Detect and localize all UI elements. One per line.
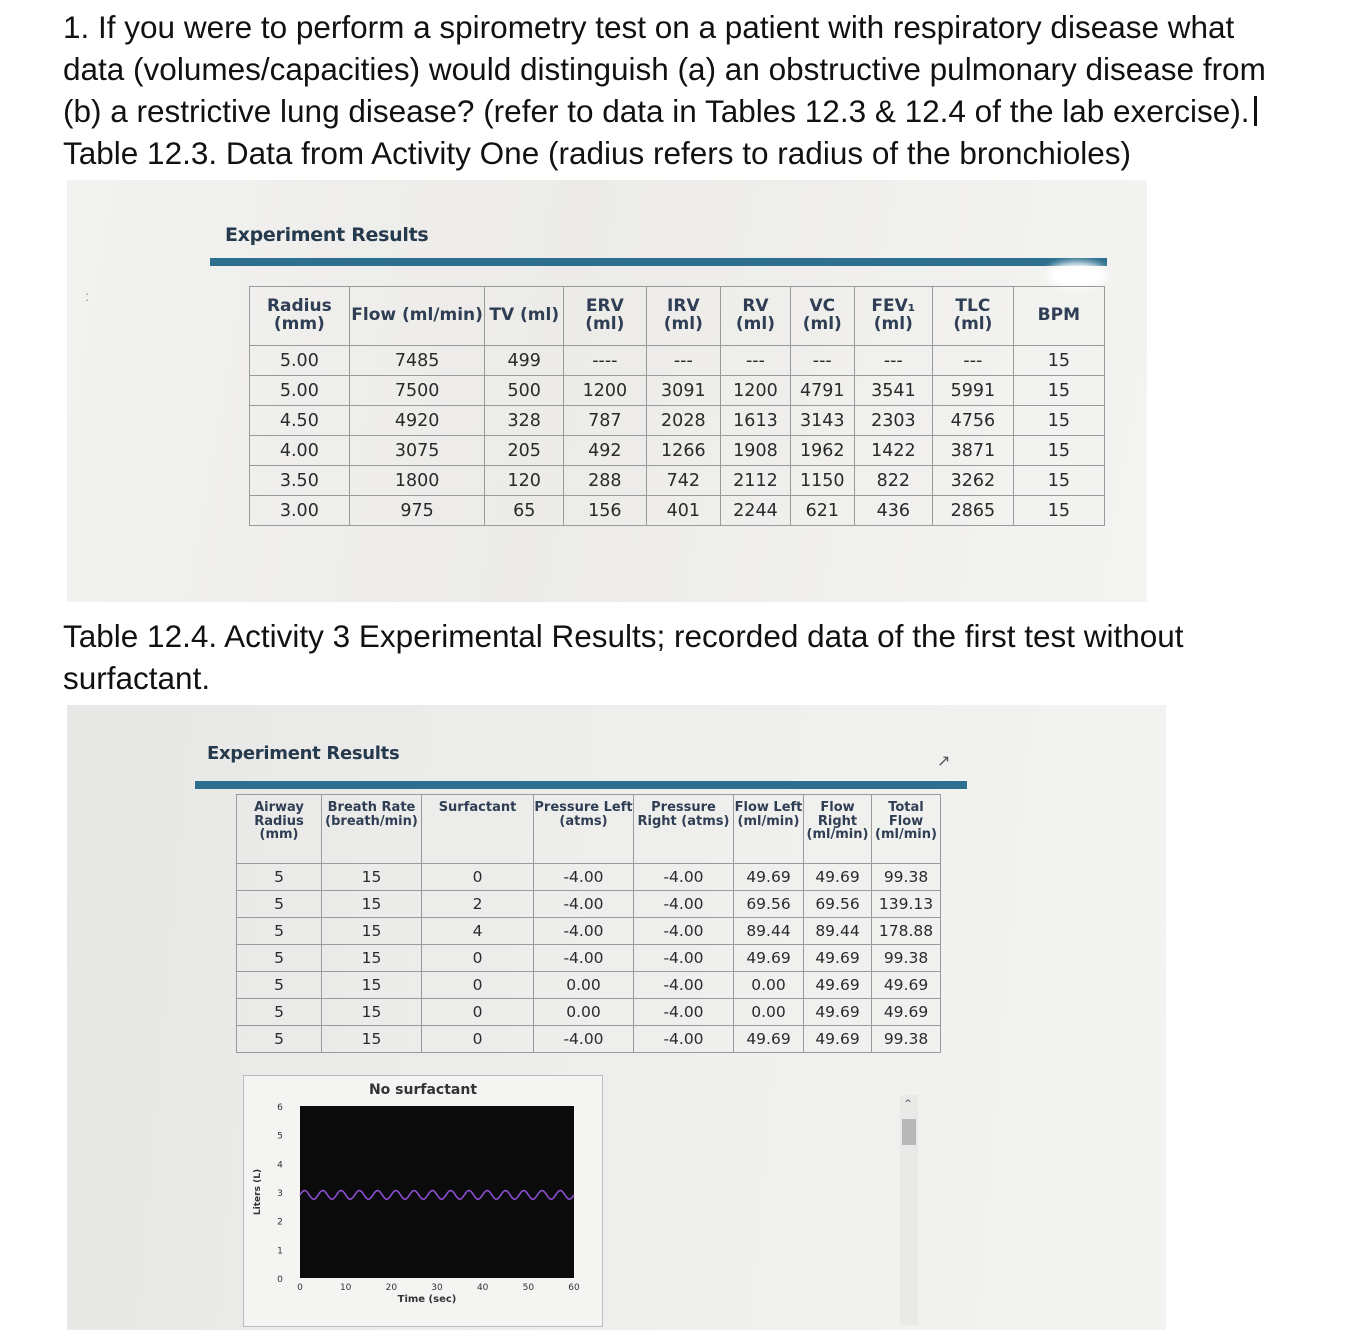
table-cell: 4920 (349, 406, 485, 436)
text-caret (1254, 96, 1257, 126)
column-header: Pressure Left (atms) (534, 795, 634, 864)
table-cell: 3143 (790, 406, 854, 436)
table-row (237, 891, 941, 918)
table-cell: 500 (485, 376, 563, 406)
table-cell: 492 (563, 436, 646, 466)
table-cell: 2 (422, 891, 534, 918)
table-row (237, 918, 941, 945)
x-axis-label: Time (sec) (397, 1294, 457, 1305)
table-cell: 15 (1013, 346, 1104, 376)
table-cell: 15 (1013, 406, 1104, 436)
scroll-up-icon[interactable]: ⌃ (903, 1097, 914, 1111)
table-cell: 4.50 (250, 406, 350, 436)
y-axis-label: Liters (L) (253, 1168, 263, 1216)
table-cell: 69.56 (804, 891, 872, 918)
table-cell: 15 (322, 999, 422, 1026)
table-cell: 0 (422, 864, 534, 891)
table-cell: 15 (322, 945, 422, 972)
table-cell: 15 (322, 864, 422, 891)
column-header: RV (ml) (720, 287, 790, 346)
table-cell: 1200 (563, 376, 646, 406)
table-cell: 5 (237, 918, 322, 945)
table-cell: 1962 (790, 436, 854, 466)
table-cell: 5991 (933, 376, 1014, 406)
table-cell: 0 (422, 945, 534, 972)
column-header: Surfactant (422, 795, 534, 864)
table-cell: 205 (485, 436, 563, 466)
table-cell: ---- (563, 346, 646, 376)
x-tick-label: 10 (339, 1283, 352, 1293)
table-cell: 15 (1013, 466, 1104, 496)
table-cell: 15 (322, 918, 422, 945)
table-cell: 4.00 (250, 436, 350, 466)
column-header: Total Flow (ml/min) (872, 795, 941, 864)
table-cell: 2028 (646, 406, 720, 436)
column-header: Flow Left (ml/min) (734, 795, 804, 864)
table-cell: 5.00 (250, 376, 350, 406)
table-cell: 49.69 (804, 945, 872, 972)
y-tick-label: 6 (277, 1103, 283, 1113)
table-cell: --- (933, 346, 1014, 376)
table-cell: 15 (1013, 436, 1104, 466)
x-tick-label: 20 (385, 1283, 398, 1293)
table-cell: 49.69 (734, 1026, 804, 1053)
y-tick-label: 3 (277, 1189, 283, 1199)
table-cell: 178.88 (872, 918, 941, 945)
spirometry-results-table (249, 286, 1105, 526)
table-row (250, 436, 1105, 466)
table-cell: 15 (322, 972, 422, 999)
scroll-thumb[interactable] (902, 1119, 916, 1145)
table-cell: 120 (485, 466, 563, 496)
column-header: Pressure Right (atms) (634, 795, 734, 864)
volume-chart (243, 1075, 603, 1327)
column-header: VC (ml) (790, 287, 854, 346)
column-header: Flow (ml/min) (349, 287, 485, 346)
table1-photo (67, 180, 1147, 602)
table-cell: 2244 (720, 496, 790, 526)
table-cell: 89.44 (734, 918, 804, 945)
table-cell: 742 (646, 466, 720, 496)
table-cell: 1266 (646, 436, 720, 466)
table-cell: 0 (422, 1026, 534, 1053)
table-cell: 1422 (854, 436, 932, 466)
y-tick-label: 2 (277, 1217, 283, 1228)
table-cell: 49.69 (804, 999, 872, 1026)
results-scrollbar[interactable] (900, 1095, 918, 1325)
surfactant-results-table (236, 794, 941, 1053)
table-cell: -4.00 (534, 1026, 634, 1053)
mouse-cursor-icon: ↗ (937, 753, 951, 770)
photo-margin-mark: : (85, 288, 89, 304)
table-cell: 3541 (854, 376, 932, 406)
table-cell: 621 (790, 496, 854, 526)
chart-svg (244, 1076, 602, 1326)
table-cell: 5 (237, 1026, 322, 1053)
table-cell: 5 (237, 891, 322, 918)
table-cell: 975 (349, 496, 485, 526)
table-cell: 1150 (790, 466, 854, 496)
x-tick-label: 0 (297, 1283, 303, 1293)
column-header: FEV₁ (ml) (854, 287, 932, 346)
x-tick-label: 50 (522, 1283, 535, 1293)
table-cell: 499 (485, 346, 563, 376)
y-tick-label: 1 (277, 1246, 283, 1257)
table-cell: --- (720, 346, 790, 376)
table-row (250, 376, 1105, 406)
table-cell: 15 (322, 1026, 422, 1053)
column-header: BPM (1013, 287, 1104, 346)
question-text (63, 6, 1303, 132)
table-cell: 15 (1013, 496, 1104, 526)
table-cell: 49.69 (872, 999, 941, 1026)
table-cell: -4.00 (634, 864, 734, 891)
table-cell: 2865 (933, 496, 1014, 526)
column-header: TV (ml) (485, 287, 563, 346)
table-cell: 7500 (349, 376, 485, 406)
table2-photo (67, 705, 1166, 1330)
table-cell: 0 (422, 999, 534, 1026)
table-cell: 99.38 (872, 945, 941, 972)
table-row (250, 496, 1105, 526)
column-header: IRV (ml) (646, 287, 720, 346)
table-cell: 2112 (720, 466, 790, 496)
table-cell: --- (854, 346, 932, 376)
table-cell: 69.56 (734, 891, 804, 918)
table-cell: 3091 (646, 376, 720, 406)
column-header: Radius (mm) (250, 287, 350, 346)
table-cell: --- (646, 346, 720, 376)
table-cell: 49.69 (804, 972, 872, 999)
table-cell: 1908 (720, 436, 790, 466)
column-header: TLC (ml) (933, 287, 1014, 346)
table-cell: 49.69 (804, 864, 872, 891)
table-cell: -4.00 (634, 972, 734, 999)
table-row (250, 406, 1105, 436)
table-cell: 15 (1013, 376, 1104, 406)
x-tick-label: 30 (431, 1283, 443, 1293)
x-tick-label: 40 (476, 1283, 489, 1293)
table-cell: --- (790, 346, 854, 376)
question-body: 1. If you were to perform a spirometry test on a patient with respiratory disease what data (volumes/capacities) would distinguish (a) an obstructive pulmonary disease from (b) a restrictive lung disease? (refer to data in Tables 12.3 & 12.4 of the lab exercise). (63, 9, 1266, 129)
table-cell: 1200 (720, 376, 790, 406)
table-cell: -4.00 (534, 945, 634, 972)
table-cell: 3871 (933, 436, 1014, 466)
table-cell: 15 (322, 891, 422, 918)
panel2-header-bar (195, 781, 967, 789)
column-header: Airway Radius (mm) (237, 795, 322, 864)
table-cell: -4.00 (534, 918, 634, 945)
table-row (237, 945, 941, 972)
panel1-header-bar (210, 258, 1107, 266)
table-cell: -4.00 (634, 945, 734, 972)
table1-caption: Table 12.3. Data from Activity One (radius refers to radius of the bronchioles) (63, 135, 1132, 171)
table-cell: 5 (237, 972, 322, 999)
chart-title: No surfactant (368, 1082, 478, 1098)
table-cell: 99.38 (872, 864, 941, 891)
table-cell: 1613 (720, 406, 790, 436)
table-cell: 2303 (854, 406, 932, 436)
table-cell: 3.50 (250, 466, 350, 496)
table-cell: -4.00 (534, 864, 634, 891)
table-cell: 3262 (933, 466, 1014, 496)
table-cell: 0.00 (534, 972, 634, 999)
table-cell: 4 (422, 918, 534, 945)
column-header: Breath Rate (breath/min) (322, 795, 422, 864)
table-cell: -4.00 (634, 891, 734, 918)
table-cell: -4.00 (634, 918, 734, 945)
table-cell: 5 (237, 864, 322, 891)
y-tick-label: 4 (277, 1160, 283, 1171)
column-header: Flow Right (ml/min) (804, 795, 872, 864)
table-cell: 0.00 (734, 972, 804, 999)
table-cell: 7485 (349, 346, 485, 376)
panel2-title: Experiment Results (207, 743, 400, 764)
screen-glare (1047, 262, 1107, 288)
column-header: ERV (ml) (563, 287, 646, 346)
table-cell: -4.00 (634, 999, 734, 1026)
table-cell: 49.69 (734, 945, 804, 972)
table-cell: 49.69 (804, 1026, 872, 1053)
y-tick-label: 0 (277, 1275, 283, 1285)
table-cell: 401 (646, 496, 720, 526)
table-cell: 4791 (790, 376, 854, 406)
table-row (250, 466, 1105, 496)
table-cell: 156 (563, 496, 646, 526)
table-cell: 3.00 (250, 496, 350, 526)
table-cell: 89.44 (804, 918, 872, 945)
table-cell: 436 (854, 496, 932, 526)
table-cell: 4756 (933, 406, 1014, 436)
table-cell: 49.69 (734, 864, 804, 891)
table-cell: -4.00 (534, 891, 634, 918)
table-row (237, 972, 941, 999)
table-cell: 139.13 (872, 891, 941, 918)
table2-caption: Table 12.4. Activity 3 Experimental Results; recorded data of the first test without surfactant. (63, 618, 1184, 696)
table-cell: 65 (485, 496, 563, 526)
table-cell: 822 (854, 466, 932, 496)
table-cell: 5.00 (250, 346, 350, 376)
table-cell: 5 (237, 945, 322, 972)
table-cell: -4.00 (634, 1026, 734, 1053)
table-cell: 49.69 (872, 972, 941, 999)
y-tick-label: 5 (277, 1131, 283, 1142)
table-cell: 99.38 (872, 1026, 941, 1053)
table-row (250, 346, 1105, 376)
table-row (237, 999, 941, 1026)
panel1-title: Experiment Results (225, 224, 429, 246)
table-cell: 787 (563, 406, 646, 436)
plot-area (300, 1106, 574, 1278)
x-tick-label: 60 (568, 1283, 580, 1293)
table-row (237, 864, 941, 891)
table-cell: 0.00 (734, 999, 804, 1026)
table-cell: 0 (422, 972, 534, 999)
table-cell: 1800 (349, 466, 485, 496)
table-cell: 5 (237, 999, 322, 1026)
table-cell: 3075 (349, 436, 485, 466)
table-cell: 328 (485, 406, 563, 436)
table-cell: 0.00 (534, 999, 634, 1026)
table-cell: 288 (563, 466, 646, 496)
table-row (237, 1026, 941, 1053)
